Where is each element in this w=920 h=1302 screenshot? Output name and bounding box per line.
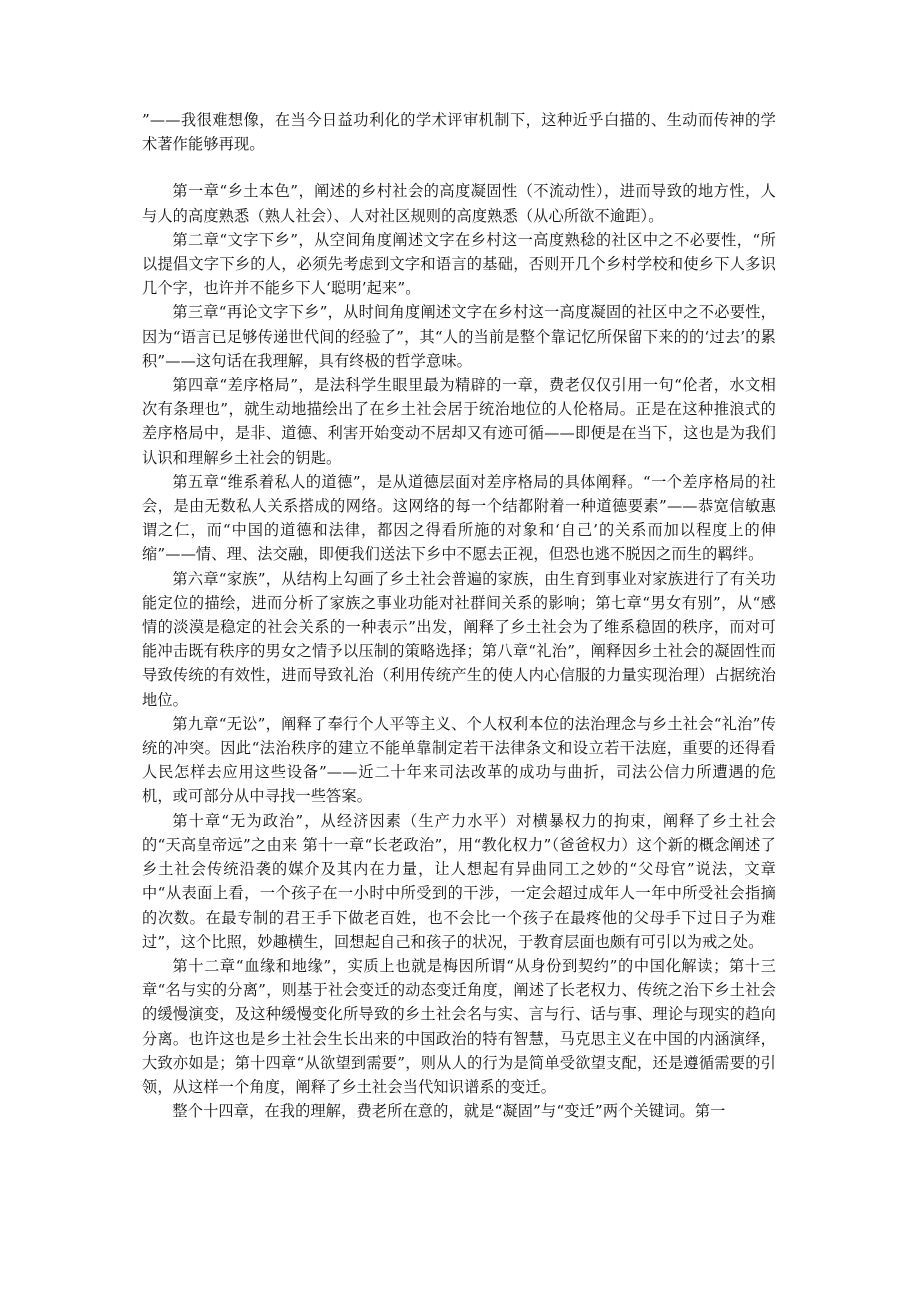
paragraph-chapter-2: 第二章“文字下乡”，从空间角度阐述文字在乡村这一高度熟稔的社区中之不必要性，“所以提倡文字下乡的人，必须先考虑到文字和语言的基础，否则开几个乡村学校和使乡下人多识几个字，也许并不能乡下人‘聪明’起来”。	[142, 230, 776, 298]
paragraph-chapter-9: 第九章“无讼”，阐释了奉行个人平等主义、个人权利本位的法治理念与乡土社会“礼治”传统的冲突。因此“法治秩序的建立不能单靠制定若干法律条文和设立若干法庭，重要的还得看人民怎样去应用这些设备”——近二十年来司法改革的成功与曲折，司法公信力所遭遇的危机，或可部分从中寻找一些答案。	[142, 714, 776, 806]
paragraph-chapters-10-11: 第十章“无为政治”，从经济因素（生产力水平）对横暴权力的拘束，阐释了乡土社会的“天高皇帝远”之由来 第十一章“长老政治”，用“教化权力”（爸爸权力）这个新的概念阐述了乡土社会传统沿袭的媒介及其内在力量，让人想起有异曲同工之妙的“父母官”说法，文章中“从表面上看，一个孩子在一小时中所受到的干涉，一定会超过成年人一年中所受社会指摘的次数。在最专制的君王手下做老百姓，也不会比一个孩子在最疼他的父母手下过日子为难过”，这个比照，妙趣横生，回想起自己和孩子的状况，于教育层面也颇有可引以为戒之处。	[142, 811, 776, 951]
document-page	[142, 108, 776, 1123]
paragraph-chapter-3: 第三章“再论文字下乡”，从时间角度阐述文字在乡村这一高度凝固的社区中之不必要性，因为“语言已足够传递世代间的经验了”，其“人的当前是整个靠记忆所保留下来的的‘过去’的累积”——这句话在我理解，具有终极的哲学意味。	[142, 303, 776, 370]
paragraph-chapters-12-14: 第十二章“血缘和地缘”，实质上也就是梅因所谓“从身份到契约”的中国化解读；第十三章“名与实的分离”，则基于社会变迁的动态变迁角度，阐述了长老权力、传统之治下乡土社会的缓慢演变，及这种缓慢变化所导致的乡土社会名与实、言与行、话与事、理论与现实的趋向分离。也许这也是乡土社会生长出来的中国政治的特有智慧，马克思主义在中国的内涵演绎，大致亦如是；第十四章“从欲望到需要”，则从人的行为是简单受欲望支配，还是遵循需要的引领，从这样一个角度，阐释了乡土社会当代知识谱系的变迁。	[142, 956, 776, 1096]
paragraph-chapter-4: 第四章“差序格局”，是法科学生眼里最为精辟的一章，费老仅仅引用一句“伦者，水文相次有条理也”，就生动地描绘出了在乡土社会居于统治地位的人伦格局。正是在这种推浪式的差序格局中，是非、道德、利害开始变动不居却又有迹可循——即便是在当下，这也是为我们认识和理解乡土社会的钥匙。	[142, 376, 776, 467]
paragraph-intro-closing: ”——我很难想像，在当今日益功利化的学术评审机制下，这种近乎白描的、生动而传神的学术著作能够再现。	[142, 111, 776, 154]
paragraph-summary: 整个十四章，在我的理解，费老所在意的，就是“凝固”与“变迁”两个关键词。第一	[172, 1102, 726, 1121]
paragraph-chapter-5: 第五章“维系着私人的道德”，是从道德层面对差序格局的具体阐释。“一个差序格局的社会，是由无数私人关系搭成的网络。这网络的每一个结都附着一种道德要素”——恭宽信敏惠谓之仁，而“中国的道德和法律，都因之得看所施的对象和‘自己’的关系而加以程度上的伸缩”——情、理、法交融，即便我们送法下乡中不愿去正视，但恐也逃不脱因之而生的羁绊。	[142, 472, 776, 564]
paragraph-chapter-1: 第一章“乡土本色”，阐述的乡村社会的高度凝固性（不流动性），进而导致的地方性，人与人的高度熟悉（熟人社会）、人对社区规则的高度熟悉（从心所欲不逾距）。	[142, 182, 776, 225]
paragraph-chapters-6-8: 第六章“家族”，从结构上勾画了乡土社会普遍的家族，由生育到事业对家族进行了有关功能定位的描绘，进而分析了家族之事业功能对社群间关系的影响；第七章“男女有别”，从“感情的淡漠是稳定的社会关系的一种表示”出发，阐释了乡土社会为了维系稳固的秩序，而对可能冲击既有秩序的男女之情予以压制的策略选择；第八章“礼治”，阐释因乡土社会的凝固性而导致传统的有效性，进而导致礼治（利用传统产生的使人内心信服的力量实现治理）占据统治地位。	[142, 569, 776, 709]
